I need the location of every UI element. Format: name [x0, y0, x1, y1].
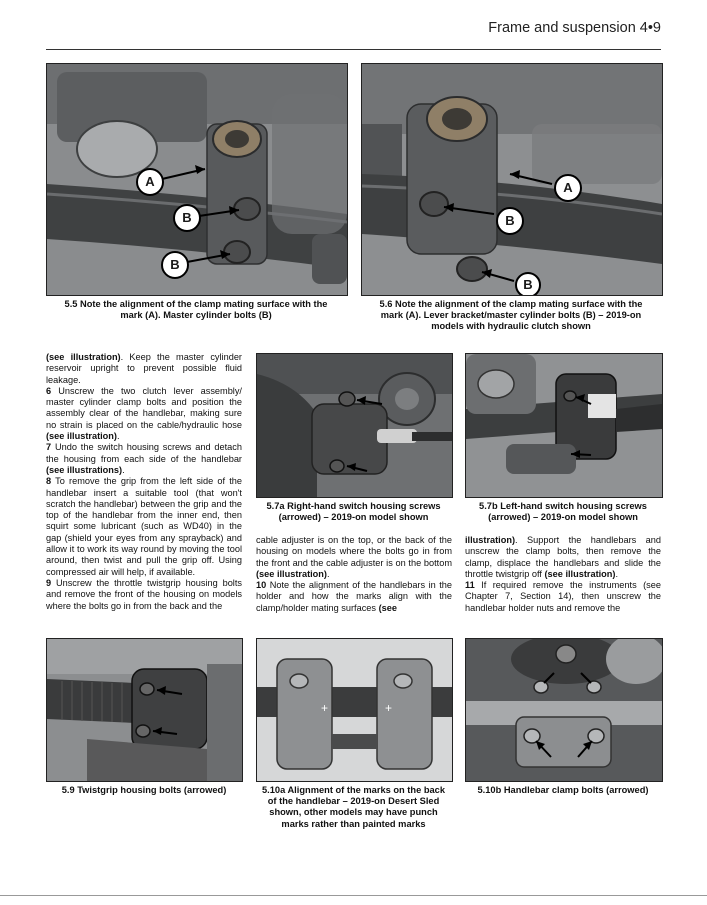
photo-fig-5-10a-image [257, 639, 452, 781]
caption-line: 5.6 Note the alignment of the clamp mating surface with the [379, 299, 643, 309]
caption-line: 5.7a Right-hand switch housing screws [266, 501, 441, 511]
header-rule [46, 49, 661, 50]
paragraph-text: . Support the handlebars and unscrew the clamp bolts, then remove the clamp, displace the handlebars and slide the throttle twistgrip off [465, 535, 661, 579]
caption-line: shown, other models may have punch [269, 807, 438, 818]
caption-fig-5-7b [462, 501, 664, 523]
caption-line: 5.10b Handlebar clamp bolts (arrowed) [477, 785, 649, 795]
reference-bold: illustration) [465, 535, 516, 545]
caption-line: (arrowed) – 2019-on model shown [278, 512, 429, 523]
photo-fig-5-9-image [47, 639, 242, 781]
photo-fig-5-10a [256, 638, 453, 782]
paragraph-text: Unscrew the two clutch lever assembly/ master cylinder clamp bolts and position the assembly clear of the handlebar, making sure no strain is placed on the cable/hydraulic hose [46, 385, 242, 430]
paragraph-text: . [326, 568, 330, 579]
paragraph-text: Note the alignment of the handlebars in the holder and how the marks align with the clamp/holder mating surfaces [256, 580, 452, 613]
photo-fig-5-9 [46, 638, 243, 782]
caption-fig-5-10b [465, 785, 661, 796]
reference-bold: (see illustration) [46, 431, 117, 442]
photo-fig-5-5-image [47, 64, 347, 295]
caption-line: 5.5 Note the alignment of the clamp mating surface with the [64, 299, 328, 309]
paragraph-11 [465, 580, 661, 614]
caption-fig-5-10a [252, 785, 455, 830]
reference-bold: (see [378, 602, 397, 613]
label-b-marker: B [515, 272, 541, 296]
text-column-3 [465, 535, 661, 614]
page-header [0, 0, 707, 52]
photo-fig-5-7b-image [466, 354, 662, 497]
step-number: 8 [46, 476, 52, 487]
page-bottom-rule [0, 895, 707, 896]
reference-bold: (see illustration) [256, 568, 327, 579]
reference-bold: (see illustration) [544, 568, 616, 579]
step-number: 10 [256, 580, 267, 591]
photo-fig-5-10b-image [466, 639, 662, 781]
text-column-2 [256, 535, 452, 614]
paragraph-text: If required remove the instruments (see Chapter 7, Section 14), then unscrew the handlebar holder nuts and remove the [465, 580, 661, 613]
caption-fig-5-9 [46, 785, 242, 796]
caption-line: of the handlebar – 2019-on Desert Sled [267, 796, 440, 807]
paragraph [46, 352, 242, 386]
photo-fig-5-7a [256, 353, 453, 498]
caption-line: 5.9 Twistgrip housing bolts (arrowed) [61, 785, 227, 795]
caption-line: mark (A). Master cylinder bolts (B) [120, 310, 272, 321]
paragraph [465, 535, 661, 580]
svg-text:+: + [385, 701, 393, 715]
label-a-marker: A [136, 168, 164, 196]
label-b-marker: B [173, 204, 201, 232]
caption-line: models with hydraulic clutch shown [431, 321, 591, 332]
caption-line: marks rather than painted marks [281, 818, 426, 829]
step-number: 11 [465, 580, 475, 591]
paragraph-8 [46, 476, 242, 578]
paragraph-text: . [122, 464, 125, 475]
photo-fig-5-10b [465, 638, 663, 782]
step-number: 6 [46, 385, 52, 396]
paragraph-text: . [116, 431, 120, 442]
paragraph-text: To remove the grip from the left side of the handlebar insert a suitable tool (that won't scratch the handlebar) between the grip and the top of the handlebar from the inner end, then squirt some lubricant (such as WD40) in the gap (shield your eyes from any sprayback) and allow it to work its way round by moving the tool around, then twist and pull the grip off. Using compressed air will help, if available. [46, 476, 242, 577]
paragraph-text: . [615, 568, 619, 579]
paragraph-text: Undo the switch housing screws and detach the housing from each side of the handlebar [46, 442, 242, 464]
label-b-marker: B [496, 207, 524, 235]
step-number: 7 [46, 442, 52, 453]
paragraph-text: . Keep the master cylinder reservoir upright to prevent possible fluid leakage. [46, 352, 242, 385]
label-a-marker: A [554, 174, 582, 202]
paragraph-6 [46, 386, 242, 442]
photo-fig-5-7b [465, 353, 663, 498]
caption-line: 5.10a Alignment of the marks on the back [261, 785, 446, 795]
caption-line: mark (A). Lever bracket/master cylinder bolts (B) – 2019-on [380, 310, 642, 321]
caption-line: (arrowed) – 2019-on model shown [488, 512, 638, 523]
caption-fig-5-7a [252, 501, 455, 523]
paragraph-10 [256, 580, 452, 614]
caption-fig-5-6 [361, 299, 661, 333]
caption-line: 5.7b Left-hand switch housing screws [479, 501, 647, 511]
text-column-1 [46, 352, 242, 612]
photo-fig-5-7a-image [257, 354, 452, 497]
paragraph-9 [46, 578, 242, 612]
photo-fig-5-5 [46, 63, 348, 296]
step-number: 9 [46, 577, 52, 588]
caption-fig-5-5 [46, 299, 346, 321]
paragraph-7 [46, 442, 242, 476]
paragraph [256, 535, 452, 580]
reference-bold: (see illustration) [46, 352, 121, 362]
photo-fig-5-6-image [362, 64, 662, 295]
reference-bold: (see illustrations) [46, 464, 123, 475]
paragraph-text: cable adjuster is on the top, or the back of the housing on models where the bolts go in from the front and the cable adjuster is on the bottom [256, 535, 452, 568]
svg-text:+: + [321, 701, 329, 715]
paragraph-text: Unscrew the throttle twistgrip housing bolts and remove the front of the housing on models where the bolts go in from the back and the [46, 577, 242, 611]
page-title: Frame and suspension 4•9 [488, 20, 661, 36]
label-b-marker: B [161, 251, 189, 279]
photo-fig-5-6 [361, 63, 663, 296]
